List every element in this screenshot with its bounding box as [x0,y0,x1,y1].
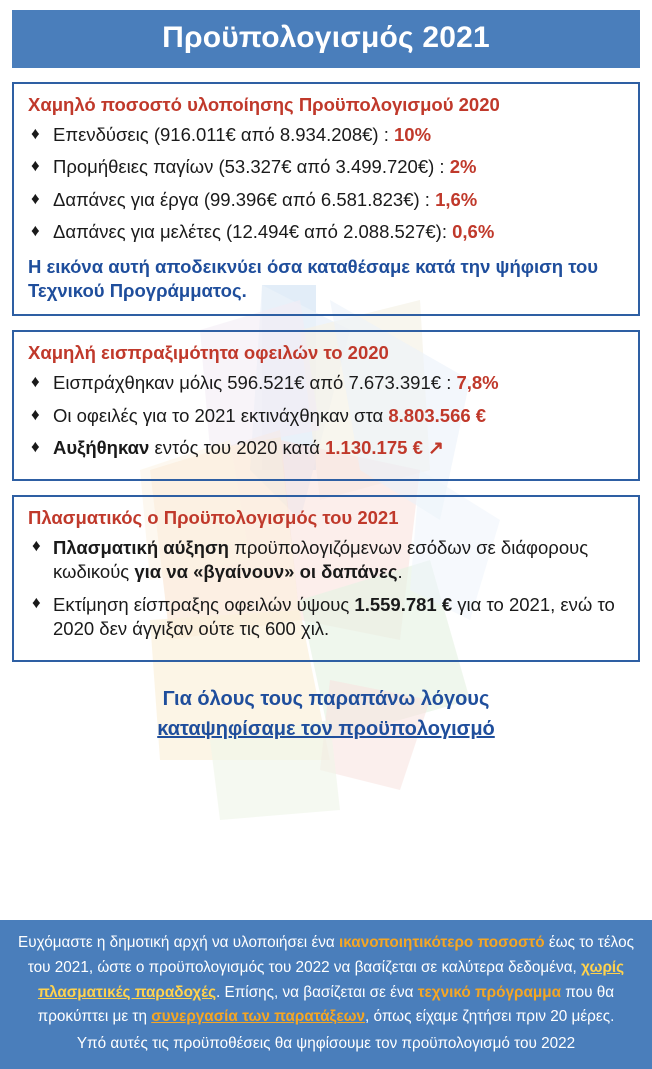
diamond-bullet-icon: ♦ [32,592,41,612]
item-value: 1.130.175 € [325,437,423,458]
item-value: 10% [394,124,432,145]
item-text: Δαπάνες για έργα (99.396€ από 6.581.823€) [53,188,420,210]
conclusion-block [12,684,640,744]
item-separator: : [434,156,450,178]
item-rich-text: Πλασματική αύξηση προϋπολογιζόμενων εσόδων σε διάφορους κωδικούς για να «βγαίνουν» οι δαπάνες. [53,537,589,583]
item-value: 0,6% [452,221,495,243]
page-title: Προϋπολογισμός 2021 [12,10,640,68]
diamond-bullet-icon: ♦ [31,404,40,424]
item-value: 2% [449,156,477,178]
list-item [26,436,626,461]
list-item [26,593,626,642]
section-box-3 [12,495,640,662]
section-3-heading: Πλασματικός ο Προϋπολογισμός του 2021 [28,507,399,529]
item-separator: : [378,124,394,145]
item-value: 1,6% [435,188,478,210]
diamond-bullet-icon: ♦ [32,536,41,556]
section-1-list [26,123,626,245]
item-text-bold: Αυξήθηκαν [53,437,150,458]
section-2-heading: Χαμηλή εισπραξιμότητα οφειλών το 2020 [28,342,389,364]
section-box-2 [12,330,640,481]
footer-banner [0,920,652,1069]
diamond-bullet-icon: ♦ [31,188,40,208]
item-separator: : [441,221,453,243]
item-text: Προμήθειες παγίων (53.327€ από 3.499.720€) [53,156,435,178]
section-box-1 [12,82,640,316]
list-item [26,123,626,147]
section-2-list [26,371,626,461]
item-rich-text: Εκτίμηση είσπραξης οφειλών ύψους 1.559.781 € για το 2021, ενώ το 2020 δεν άγγιξαν ούτε τις 600 χιλ. [53,593,615,640]
section-1-note: Η εικόνα αυτή αποδεικνύει όσα καταθέσαμε κατά την ψήφιση του Τεχνικού Προγράμματος. [28,255,599,302]
list-item [26,220,626,244]
list-item [26,155,626,179]
diamond-bullet-icon: ♦ [31,156,40,176]
conclusion-line-2: καταψηφίσαμε τον προϋπολογισμό [157,717,495,740]
list-item [26,188,626,212]
list-item [26,404,626,428]
list-item [26,371,626,395]
diamond-bullet-icon: ♦ [31,372,40,392]
item-text: εντός του 2020 κατά [149,437,326,458]
item-value: 7,8% [456,372,499,394]
diamond-bullet-icon: ♦ [31,124,40,143]
diamond-bullet-icon: ♦ [31,221,40,241]
list-item [26,536,626,585]
section-1-heading: Χαμηλό ποσοστό υλοποίησης Προϋπολογισμού 2020 [28,94,500,115]
item-text: Εισπράχθηκαν μόλις 596.521€ από 7.673.391€ [53,372,447,394]
item-text: Δαπάνες για μελέτες (12.494€ από 2.088.527€) [53,221,442,243]
item-separator: : [446,372,457,394]
diamond-bullet-icon: ♦ [31,437,40,456]
item-text: Επενδύσεις (916.011€ από 8.934.208€) [53,124,379,145]
item-separator: : [419,188,436,210]
item-text: Οι οφειλές για το 2021 εκτινάχθηκαν στα [53,404,389,426]
footer-text: Ευχόμαστε η δημοτική αρχή να υλοποιήσει ένα ικανοποιητικότερο ποσοστό έως το τέλος του 2021, ώστε ο προϋπολογισμός του 2022 να βασίζεται σε καλύτερα δεδομένα, χωρίς πλασματικές παραδοχές. Επίσης, να βασίζεται σε ένα τεχνικό πρόγραμμα που θα προκύπτει με τη συνεργασία των παρατάξεων, όπως είχαμε ζητήσει πριν 20 μέρες. Υπό αυτές τις προϋποθέσεις θα ψηφίσουμε τον προϋπολογισμό του 2022 [18,934,634,1053]
trend-up-arrow-icon: ↗ [428,438,444,459]
item-value: 8.803.566 € [388,404,487,426]
section-3-list [26,536,626,642]
conclusion-line-1: Για όλους τους παραπάνω λόγους [162,687,490,710]
